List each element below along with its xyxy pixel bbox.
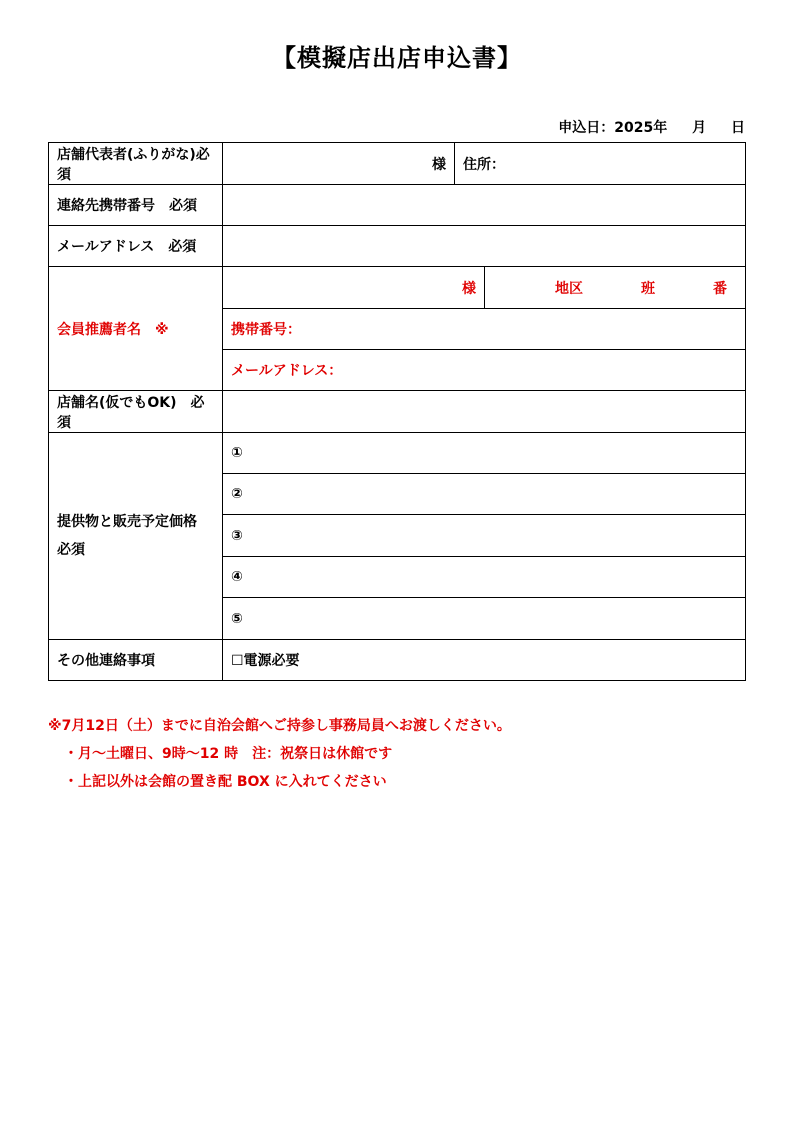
item-marker-3: ③ [231, 527, 243, 544]
rep-name-field[interactable] [223, 143, 455, 184]
phone-label: 連絡先携帯番号 必須 [49, 185, 223, 226]
note-deadline: ※7月12日（土）までに自治会館へご持参し事務局員へお渡しください。 [48, 718, 511, 734]
note-hours: ・月～土曜日、9時～12 時 注：祝祭日は休館です [64, 746, 393, 762]
application-date [558, 117, 745, 137]
page-title: 【模擬店出店申込書】 [272, 44, 522, 72]
offer-label-line1: 提供物と販売予定価格 [57, 514, 197, 530]
address-label: 住所： [463, 156, 505, 173]
application-form-table [48, 142, 746, 681]
row-other [49, 640, 746, 681]
date-day: 日 [731, 120, 745, 136]
item-marker-1: ① [231, 445, 243, 461]
phone-field[interactable] [223, 185, 746, 226]
item-marker-2: ② [231, 486, 243, 502]
item-field-4[interactable] [223, 557, 746, 598]
item-marker-4: ④ [231, 569, 243, 585]
email-field[interactable] [223, 226, 746, 267]
rec-phone-label: 携帯番号： [231, 322, 301, 338]
row-phone [49, 185, 746, 226]
item-marker-5: ⑤ [231, 610, 243, 627]
rec-sama: 様 [462, 280, 476, 297]
rec-email-field[interactable] [223, 350, 746, 391]
rec-phone-field[interactable] [223, 309, 746, 350]
rec-number: 番 [713, 280, 727, 297]
rep-label: 店舗代表者(ふりがな)必須 [49, 143, 223, 185]
offer-label-line2: 必須 [57, 542, 85, 558]
row-item-1 [49, 433, 746, 474]
row-recommender [49, 267, 746, 309]
date-month: 月 [692, 120, 707, 136]
rec-group: 班 [641, 280, 655, 297]
row-store-name [49, 391, 746, 433]
date-label: 申込日：2025年 [558, 120, 668, 136]
note-dropbox: ・上記以外は会館の置き配 BOX に入れてください [64, 774, 387, 790]
other-field[interactable] [223, 640, 746, 681]
rec-email-label: メールアドレス： [231, 363, 343, 379]
other-label: その他連絡事項 [49, 640, 223, 681]
address-field[interactable] [455, 143, 745, 184]
row-email [49, 226, 746, 267]
item-field-3[interactable] [223, 515, 746, 557]
email-label: メールアドレス 必須 [49, 226, 223, 267]
row-representative [49, 143, 746, 185]
item-field-5[interactable] [223, 598, 746, 640]
rec-name-field[interactable] [223, 267, 485, 308]
store-label: 店舗名(仮でもOK) 必須 [49, 391, 223, 433]
power-checkbox[interactable]: ☐電源必要 [231, 653, 300, 669]
rec-district: 地区 [555, 280, 583, 297]
recommender-label: 会員推薦者名 ※ [49, 267, 223, 391]
rec-area-field[interactable] [485, 267, 745, 308]
item-field-2[interactable] [223, 474, 746, 515]
offer-label [49, 433, 223, 640]
item-field-1[interactable] [223, 433, 746, 474]
rep-sama: 様 [432, 156, 446, 173]
notes [48, 712, 511, 796]
store-name-field[interactable] [223, 391, 746, 433]
